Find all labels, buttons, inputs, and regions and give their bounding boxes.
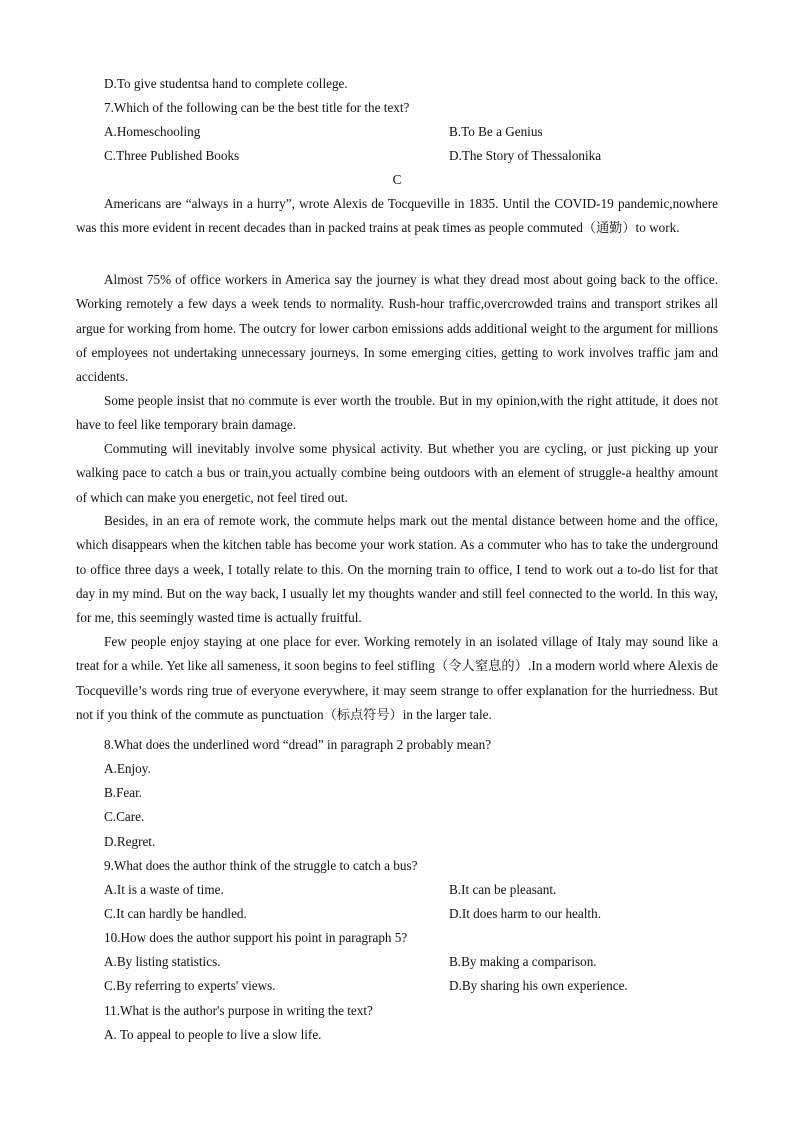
q11-option-a: A. To appeal to people to live a slow life.: [104, 1027, 322, 1042]
passage-paragraph-5: Besides, in an era of remote work, the commute helps mark out the mental distance between home and the office, which disappears when the kitchen table has become your work station. As a commuter who has to take the underground to office three days a week, I totally relate to this. On the morning train to office, I tend to work out a to-do list for that day in my mind. But on the way back, I usually let my thoughts wander and still feel connected to the world. In this way, for me, this seemingly wasted time is actually fruitful.: [76, 513, 718, 626]
q7-option-a: A.Homeschooling: [104, 124, 201, 139]
q10-option-d: D.By sharing his own experience.: [449, 978, 628, 993]
q7-question: 7.Which of the following can be the best title for the text?: [104, 100, 410, 115]
q6-option-d: D.To give studentsa hand to complete college.: [104, 76, 348, 91]
q11-question: 11.What is the author's purpose in writing the text?: [104, 1003, 373, 1018]
q8-question: 8.What does the underlined word “dread” in paragraph 2 probably mean?: [104, 737, 492, 752]
passage-paragraph-4: Commuting will inevitably involve some physical activity. But whether you are cycling, or just picking up your walking pace to catch a bus or train,you actually combine being outdoors with an element of struggle-a healthy amount of which can make you energetic, not feel tired out.: [76, 441, 718, 505]
section-label: C: [392, 172, 402, 187]
q8-option-b: B.Fear.: [104, 785, 143, 800]
q9-option-a: A.It is a waste of time.: [104, 882, 224, 897]
passage-paragraph-6: Few people enjoy staying at one place for ever. Working remotely in an isolated village of Italy may sound like a treat for a while. Yet like all sameness, it soon begins to feel stifling（令人窒息的）.In a modern world where Alexis de Tocqueville’s words ring true of everyone everywhere, it may seem strange to offer explanation for the hurriedness. But not if you think of the commute as punctuation（标点符号）in the larger tale.: [76, 634, 718, 722]
q9-option-c: C.It can hardly be handled.: [104, 906, 247, 921]
q10-option-a: A.By listing statistics.: [104, 954, 221, 969]
q10-question: 10.How does the author support his point in paragraph 5?: [104, 930, 408, 945]
q9-option-b: B.It can be pleasant.: [449, 882, 557, 897]
q8-option-d: D.Regret.: [104, 834, 156, 849]
passage-paragraph-3: Some people insist that no commute is ever worth the trouble. But in my opinion,with the right attitude, it does not have to feel like temporary brain damage.: [76, 393, 718, 433]
q9-option-d: D.It does harm to our health.: [449, 906, 601, 921]
passage-paragraph-2: Almost 75% of office workers in America say the journey is what they dread most about going back to the office. Working remotely a few days a week tends to normality. Rush-hour traffic,overcrowded trains and transport strikes all argue for working from home. The outcry for lower carbon emissions adds additional weight to the argument for millions of employees not undertaking unnecessary journeys. In some emerging cities, getting to work involves traffic jam and accidents.: [76, 272, 718, 385]
q8-option-c: C.Care.: [104, 809, 145, 824]
passage-paragraph-1: Americans are “always in a hurry”, wrote Alexis de Tocqueville in 1835. Until the COVID-19 pandemic,nowhere was this more evident in recent decades than in packed trains at peak times as people commuted（通勤）to work.: [76, 196, 718, 236]
q10-option-b: B.By making a comparison.: [449, 954, 597, 969]
q7-option-d: D.The Story of Thessalonika: [449, 148, 602, 163]
q10-option-c: C.By referring to experts' views.: [104, 978, 276, 993]
q7-option-c: C.Three Published Books: [104, 148, 240, 163]
q7-option-b: B.To Be a Genius: [449, 124, 543, 139]
q8-option-a: A.Enjoy.: [104, 761, 151, 776]
q9-question: 9.What does the author think of the struggle to catch a bus?: [104, 858, 418, 873]
